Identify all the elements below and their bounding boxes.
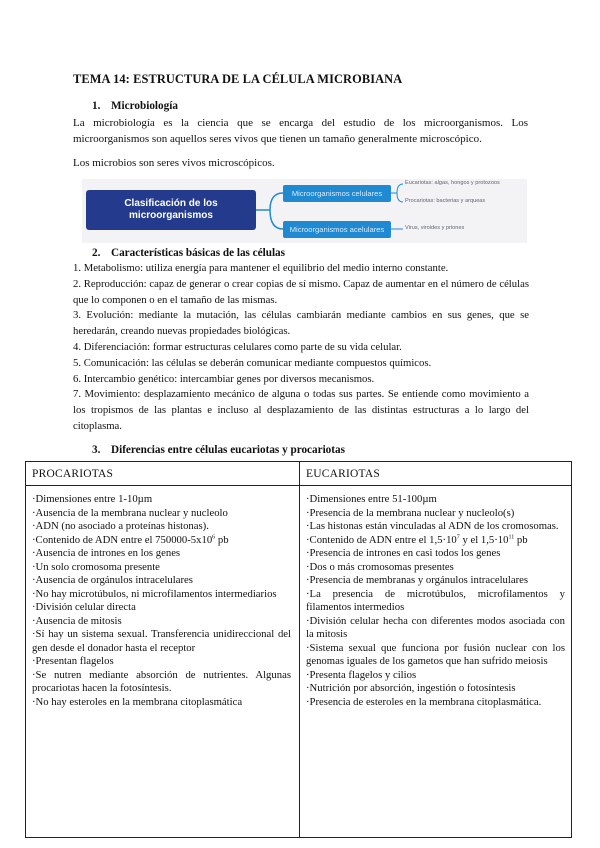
- table-cell-item: ·Presentan flagelos: [32, 655, 114, 667]
- table-cell-item: [306, 534, 565, 548]
- classification-diagram: [82, 179, 527, 243]
- table-cell-item: ·División celular directa: [32, 601, 136, 613]
- comparison-table: [25, 461, 572, 838]
- table-cell-item: ·La presencia de microtúbulos, microfilamentos y filamentos intermedios: [306, 587, 565, 613]
- list-item: 4. Diferenciación: formar estructuras celulares como parte de su vida celular.: [73, 340, 402, 353]
- diagram-leaf-procariotas: Procariotas: bacterias y arqueas: [405, 198, 486, 204]
- exponent-2: 11: [508, 533, 515, 540]
- section-1-paragraph-2: Los microbios son seres vivos microscópicos.: [73, 157, 275, 169]
- exponent: 6: [212, 533, 216, 540]
- section-2-title: Características básicas de las células: [111, 247, 286, 259]
- section-3-heading: [92, 444, 345, 456]
- diagram-root-node: Clasificación de los microorganismos: [86, 190, 256, 230]
- list-item: 5. Comunicación: las células se deberán comunicar mediante compuestos químicos.: [73, 356, 432, 369]
- list-item: 1. Metabolismo: utiliza energía para mantener el equilibrio del medio interno constante.: [73, 262, 449, 274]
- section-1-paragraph: La microbiología es la ciencia que se encarga del estudio de los microorganismos. Los microorganismos son aquellos seres vivos que tienen un tamaño generalmente microscópico.: [73, 117, 528, 145]
- table-header-divider: [26, 485, 571, 486]
- table-cell-item: ·Sistema sexual que funciona por fusión nuclear con los genomas iguales de los gametos que han sufrido meiosis: [306, 641, 565, 667]
- table-cell-item: ·No hay esteroles en la membrana citoplasmática: [32, 695, 243, 708]
- table-cell-item: ·Ausencia de la membrana nuclear y nucleolo: [32, 506, 228, 519]
- section-1-number: 1.: [92, 100, 101, 112]
- table-cell-item: ·Dos o más cromosomas presentes: [306, 560, 454, 573]
- unit-text: pb: [215, 533, 229, 546]
- list-item: 7. Movimiento: desplazamiento mecánico de alguna o todas sus partes. Se entiende como movimiento a los tropismos de las plantas e incluso al desplazamiento de las distintas estructuras a lo largo del citoplasma.: [73, 388, 529, 432]
- section-3-number: 3.: [92, 444, 101, 456]
- diagram-node-cellular: Microorganismos celulares: [283, 185, 391, 202]
- diagram-leaf-eucariotas: Eucariotas: algas, hongos y protozoos: [405, 180, 500, 186]
- section-1-title: Microbiología: [111, 100, 178, 112]
- table-cell-item: ·Ausencia de mitosis: [32, 614, 122, 627]
- section-2-number: 2.: [92, 247, 101, 259]
- table-cell-item: ·Presencia de intrones en casi todos los genes: [306, 547, 501, 559]
- table-cell-item: ·No hay microtúbulos, ni microfilamentos intermediarios: [32, 587, 277, 600]
- unit-text: pb: [514, 533, 528, 546]
- connector-acellular: [270, 210, 283, 229]
- list-item: 6. Intercambio genético: intercambiar genes por diversos mecanismos.: [73, 372, 375, 385]
- list-item: 3. Evolución: mediante la mutación, las células cambiarán mediante cambios en sus genes, que se heredarán, creando nuevas propiedades biológicas.: [73, 309, 529, 338]
- table-cell-item: ·Se nutren mediante absorción de nutrientes. Algunas procariotas hacen la fotosíntesis.: [32, 668, 291, 694]
- dna-content-text: ·Contenido de ADN entre el 750000-5x10: [32, 533, 213, 546]
- table-cell-item: ·Dimensiones entre 1-10µm: [32, 493, 153, 505]
- diagram-leaf-virus: Virus, viroides y priones: [405, 225, 465, 231]
- table-column-divider: [299, 462, 300, 837]
- table-cell-item: ·Dimensiones entre 51-100µm: [306, 493, 437, 505]
- dna-content-text-2: y el 1,5·10: [459, 533, 509, 546]
- section-3-title: Diferencias entre células eucariotas y procariotas: [111, 444, 345, 456]
- connector-leaf-1: [391, 184, 403, 193]
- table-cell-item: ·Nutrición por absorción, ingestión o fotosíntesis: [306, 682, 516, 694]
- table-cell-item: [32, 534, 291, 548]
- table-cell-item: ·Presencia de membranas y orgánulos intracelulares: [306, 574, 529, 586]
- table-cell-item: ·Ausencia de intrones en los genes: [32, 547, 181, 559]
- exponent: 7: [456, 533, 460, 540]
- dna-content-text: ·Contenido de ADN entre el 1,5·10: [306, 533, 457, 546]
- table-cell-item: ·Sí hay un sistema sexual. Transferencia unidireccional del gen desde el donador hasta el receptor: [32, 628, 291, 654]
- connector-cellular: [270, 193, 283, 210]
- table-cell-item: ·División celular hecha con diferentes modos asociada con la mitosis: [306, 614, 565, 640]
- table-header-eucariotas: EUCARIOTAS: [306, 468, 380, 480]
- table-cell-item: ·Ausencia de orgánulos intracelulares: [32, 574, 193, 586]
- table-cell-item: ·Presencia de esteroles en la membrana citoplasmática.: [306, 695, 542, 708]
- table-cell-item: ·ADN (no asociado a proteínas histonas).: [32, 520, 209, 532]
- procariotas-column: [32, 493, 291, 709]
- table-cell-item: ·Las histonas están vinculadas al ADN de los cromosomas.: [306, 520, 559, 532]
- table-cell-item: ·Presencia de la membrana nuclear y nucleolo(s): [306, 506, 515, 519]
- list-item: 2. Reproducción: capaz de generar o crear copias de sí mismo. Capaz de aumentar en el número de células que lo componen o en el tamaño de las mismas.: [73, 277, 529, 306]
- diagram-node-acellular: Microorganismos acelulares: [283, 221, 391, 238]
- characteristics-list: [73, 261, 529, 435]
- connector-leaf-2: [397, 193, 403, 202]
- table-cell-item: ·Un solo cromosoma presente: [32, 560, 160, 573]
- page-title: TEMA 14: ESTRUCTURA DE LA CÉLULA MICROBIANA: [73, 72, 403, 86]
- table-header-procariotas: PROCARIOTAS: [32, 468, 114, 480]
- section-1-heading: [92, 100, 178, 112]
- section-2-heading: [92, 247, 285, 259]
- table-cell-item: ·Presenta flagelos y cilios: [306, 668, 417, 681]
- eucariotas-column: [306, 493, 565, 709]
